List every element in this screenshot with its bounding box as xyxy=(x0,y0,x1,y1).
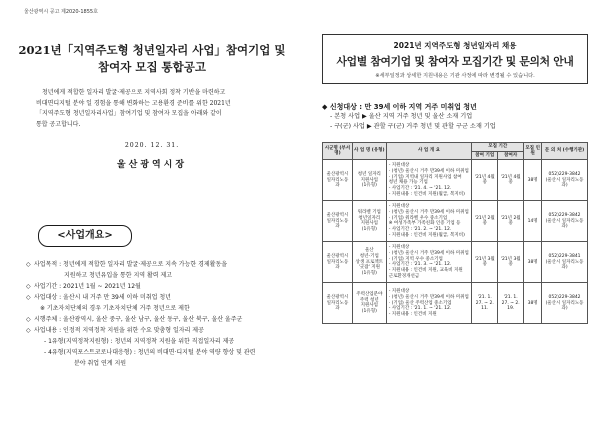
cell-count: 38명 xyxy=(524,160,542,201)
table-row xyxy=(323,160,588,201)
cell-content-line: - 사업기간 : '21. 2. ~ '21. 12. xyxy=(388,227,452,233)
cell-contact-line: (울산시 일자리노동과) xyxy=(545,177,584,189)
cell-contact xyxy=(542,283,588,324)
cell-content-line: - 지원대상 xyxy=(388,204,410,210)
header-company-period: 참여 기업 xyxy=(472,151,498,160)
cell-content-line: - 지원내용 : 인건비 지원(월급, 복지비) xyxy=(388,232,465,238)
cell-content-line: · (청년) 울산시 거주 만39세 이하 미취업 xyxy=(388,169,469,174)
intro-line: 청년에게 적합한 일자리 발굴·제공으로 지역사회 정착 기반을 마련하고 xyxy=(42,89,226,96)
overview-item-text xyxy=(40,303,290,314)
overview-item-text xyxy=(34,259,290,281)
diamond-bullet-icon: ◇ xyxy=(26,294,31,301)
cell-content-line: 청년 채용 가능 기업 xyxy=(388,180,428,186)
overview-item xyxy=(26,336,290,347)
eligibility-line: - 본청 사업 ▶ 울산 지역 거주 청년 및 울산 소재 기업 xyxy=(330,113,473,120)
cell-content-line: - 사업기간 : '21. 4. ~ '21. 12. xyxy=(388,186,452,192)
cell-project-line: 지원사업 xyxy=(360,221,378,227)
overview-item-line: 사업내용 : 인정적 지역정착 지원을 위한 수요 맞춤형 일자리 제공 xyxy=(34,327,204,334)
eligibility-section xyxy=(322,102,588,132)
cell-participant-period: '21. 1. 27. ~ 2. 19. xyxy=(498,283,524,324)
overview-item-line: 사업기간 : 2021년 1월 ~ 2021년 12월 xyxy=(34,283,141,290)
cell-org: 울산광역시 일자리노동과 xyxy=(323,242,353,283)
notice-number: 울산광역시 공고 제2020-1855호 xyxy=(24,9,98,15)
schedule-banner xyxy=(322,34,588,84)
cell-project xyxy=(352,242,386,283)
announcement-title xyxy=(14,42,290,76)
overview-item-line: 사업대상 : 울산시 내 거주 만 39세 이하 미취업 청년 xyxy=(34,294,171,301)
cell-org: 울산광역시 일자리노동과 xyxy=(323,283,353,324)
cell-contact-line: (울산시 일자리노동과) xyxy=(545,300,584,312)
header-org: 시군명 (부서명) xyxy=(323,143,353,160)
cell-content-line: - 지원대상 xyxy=(388,245,410,251)
cell-project xyxy=(352,283,386,324)
intro-line: 「지역주도형 청년일자리사업」참여기업 및 참여자 모집을 아래와 같이 xyxy=(36,110,222,117)
banner-note: ※세부일정과 상세한 지원내용은 기관 사정에 따라 변경될 수 있습니다. xyxy=(375,73,535,79)
program-table xyxy=(322,142,588,324)
diamond-bullet-icon: ◇ xyxy=(26,316,31,323)
cell-project-line: 지원사업 xyxy=(360,177,378,183)
cell-project-line: 상생 프로젝트 xyxy=(355,259,384,265)
diamond-bullet-icon: ◇ xyxy=(26,327,31,334)
cell-company-period: '21년 2월중 xyxy=(472,201,498,242)
eligibility-line: - 구(군) 사업 ▶ 관할 구(군) 거주 청년 및 관할 구군 소재 기업 xyxy=(330,123,496,130)
header-project: 사 업 명 (유형) xyxy=(352,143,386,160)
cell-project-line: '굿잡' 지원 xyxy=(358,265,380,271)
cell-contact xyxy=(542,201,588,242)
cell-content-line: · (청년) 울산시 거주 만39세 이하 미취업 xyxy=(388,251,469,256)
cell-company-period: '21. 1. 27. ~ 2. 11. xyxy=(472,283,498,324)
overview-item-continuation: 분야 취업 연계 지원 xyxy=(74,360,127,367)
cell-contact-line: 052)229-3841 xyxy=(548,253,581,259)
cell-org: 울산광역시 일자리노동과 xyxy=(323,160,353,201)
header-contact: 문 의 처 (수행기관) xyxy=(542,143,588,160)
overview-list xyxy=(26,259,290,369)
overview-item-text xyxy=(44,336,290,347)
overview-item-line: - 1유형(지역정착지원형) : 청년의 지역정착 지원을 위한 직접일자리 제공 xyxy=(44,338,235,345)
table-row xyxy=(323,283,588,324)
banner-title: 사업별 참여기업 및 참여자 모집기간 및 문의처 안내 xyxy=(336,55,574,68)
cell-project-line: 지원사업 xyxy=(360,303,378,309)
banner-subtitle: 2021년 지역주도형 청년일자리 채용 xyxy=(393,41,517,50)
overview-item xyxy=(26,259,290,281)
cell-content-line: · (청년) 울산시 거주 만39세 이하 미취업 xyxy=(388,294,469,300)
schedule-section xyxy=(322,34,588,324)
overview-item-line: ※ 기초자치단체의 경우 기초자치단체 거주 청년으로 제한 xyxy=(40,305,190,312)
overview-item xyxy=(26,347,290,369)
overview-item xyxy=(26,281,290,292)
title-line-2: 참여자 모집 통합공고 xyxy=(98,60,206,74)
cell-project-line: (1유형) xyxy=(361,227,377,233)
overview-item-text xyxy=(34,314,290,325)
cell-content xyxy=(386,160,472,201)
header-count: 모집 인원 xyxy=(524,143,542,160)
cell-org: 울산광역시 일자리노동과 xyxy=(323,201,353,242)
cell-project-line: 주력 청년 xyxy=(359,297,379,303)
cell-contact-line: 052)229-3842 xyxy=(548,294,581,300)
cell-project-line: 청년-기업 xyxy=(359,253,379,259)
cell-project-line: (1유형) xyxy=(361,270,377,276)
header-content: 사 업 개 요 xyxy=(386,143,472,160)
overview-item xyxy=(26,292,290,303)
intro-line: 비대면디지털 분야 일 경험을 통해 변화하는 고용환경 준비를 위한 2021년 xyxy=(36,99,231,107)
announcement-date: 2020. 12. 31. xyxy=(124,142,180,149)
diamond-bullet-icon: ◇ xyxy=(26,261,31,268)
cell-project xyxy=(352,201,386,242)
cell-count: 38명 xyxy=(524,242,542,283)
cell-content-line: - 지원내용 : 인건비 지원 xyxy=(388,311,437,317)
cell-project-line: 워라벨 기업 xyxy=(357,210,381,215)
cell-content-line: · (기업) 지역내 일자리 지원사업 참여 xyxy=(388,174,462,180)
overview-item-text xyxy=(34,281,290,292)
cell-content xyxy=(386,283,472,324)
overview-item xyxy=(26,314,290,325)
cell-content-line: - 지원대상 xyxy=(388,289,410,295)
cell-content-line: · (기업) 울산 주력산업 중소기업 xyxy=(388,300,452,306)
table-row xyxy=(323,201,588,242)
overview-item xyxy=(26,303,290,314)
cell-project-line: (1유형) xyxy=(361,309,377,315)
issuing-organization: 울산광역시장 xyxy=(116,160,188,170)
cell-count: 38명 xyxy=(524,283,542,324)
cell-content-line: - 지원대상 xyxy=(388,163,410,169)
cell-project xyxy=(352,160,386,201)
cell-project-line: 청년일자리 xyxy=(358,215,381,221)
overview-heading: <사업개요> xyxy=(38,225,132,247)
table-row xyxy=(323,242,588,283)
cell-content-line: · (기업) 워라벨 우수 중소기업 xyxy=(388,215,448,221)
table-body xyxy=(323,160,588,324)
cell-content-line: 근로환경개선금 xyxy=(388,273,420,279)
cell-participant-period: '21년 4월중 xyxy=(498,160,524,201)
cell-content xyxy=(386,201,472,242)
cell-contact-line: 052)229-3842 xyxy=(548,171,581,177)
overview-item-text xyxy=(34,292,290,303)
cell-content-line: - 지원내용 : 인건비 지원(월급, 복지비) xyxy=(388,191,465,197)
cell-contact-line: (울산시 일자리노동과) xyxy=(545,218,584,230)
cell-project-line: 주력산업분야 xyxy=(356,292,383,297)
overview-item-line: 사업목적 : 청년에게 적합한 일자리 발굴·제공으로 지속 가능한 경제활동을 xyxy=(34,261,228,268)
cell-participant-period: '21년 3월중 xyxy=(498,242,524,283)
header-participant-period: 참여자 xyxy=(498,151,524,160)
overview-item-line: - 4유형(지역포스트코로나대응형) : 청년의 비대면·디지털 분야 역량 향상 및 관련 xyxy=(44,349,256,356)
cell-participant-period: '21년 2월중 xyxy=(498,201,524,242)
cell-content-line: - 사업기간 : '21. 1. ~ '21. 12. xyxy=(388,306,452,312)
overview-item-text xyxy=(44,347,290,369)
diamond-bullet-icon: ◇ xyxy=(26,283,31,290)
overview-item-text xyxy=(34,325,290,336)
cell-contact xyxy=(542,242,588,283)
cell-contact-line: 052)229-3842 xyxy=(548,212,581,218)
intro-line: 통합 공고합니다. xyxy=(36,120,81,128)
cell-content-line: - 사업기간 : '21. 3. ~ '21. 12. xyxy=(388,262,452,268)
overview-item-continuation: 지원하고 청년유입을 통한 지역 활력 제고 xyxy=(64,272,173,279)
cell-project-line: (1유형) xyxy=(361,183,377,189)
cell-content-line: - 지원내용 : 인건비 지원, 교육비 지원 xyxy=(388,268,463,274)
cell-project-line: 청년 일자리 xyxy=(357,171,381,177)
cell-company-period: '21년 4월중 xyxy=(472,160,498,201)
overview-section xyxy=(26,225,290,369)
cell-project-line: 울산 xyxy=(364,248,374,254)
title-line-1: 2021년「지역주도형 청년일자리 사업」참여기업 및 xyxy=(18,43,286,57)
cell-content-line: · (기업) 지역 우수 중소기업 xyxy=(388,256,443,262)
cell-content xyxy=(386,242,472,283)
cell-contact-line: (울산시 일자리노동과) xyxy=(545,259,584,271)
overview-item xyxy=(26,325,290,336)
header-period-group: 모집 기간 xyxy=(472,143,524,152)
announcement-section xyxy=(14,42,290,170)
overview-item-line: 시행주체 : 울산광역시, 울산 중구, 울산 남구, 울산 동구, 울산 북구, 울산 울주군 xyxy=(34,316,243,323)
cell-count: 14명 xyxy=(524,201,542,242)
intro-paragraph xyxy=(14,88,290,130)
cell-content-line: ※ 여성가족부 가족친화 인증 기업 등 xyxy=(388,221,461,227)
cell-content-line: · (청년) 울산시 거주 만39세 이하 미취업 xyxy=(388,210,469,215)
cell-company-period: '21년 3월중 xyxy=(472,242,498,283)
eligibility-heading: ◆ 신청대상 : 만 39세 이하 지역 거주 미취업 청년 xyxy=(322,103,477,111)
cell-contact xyxy=(542,160,588,201)
